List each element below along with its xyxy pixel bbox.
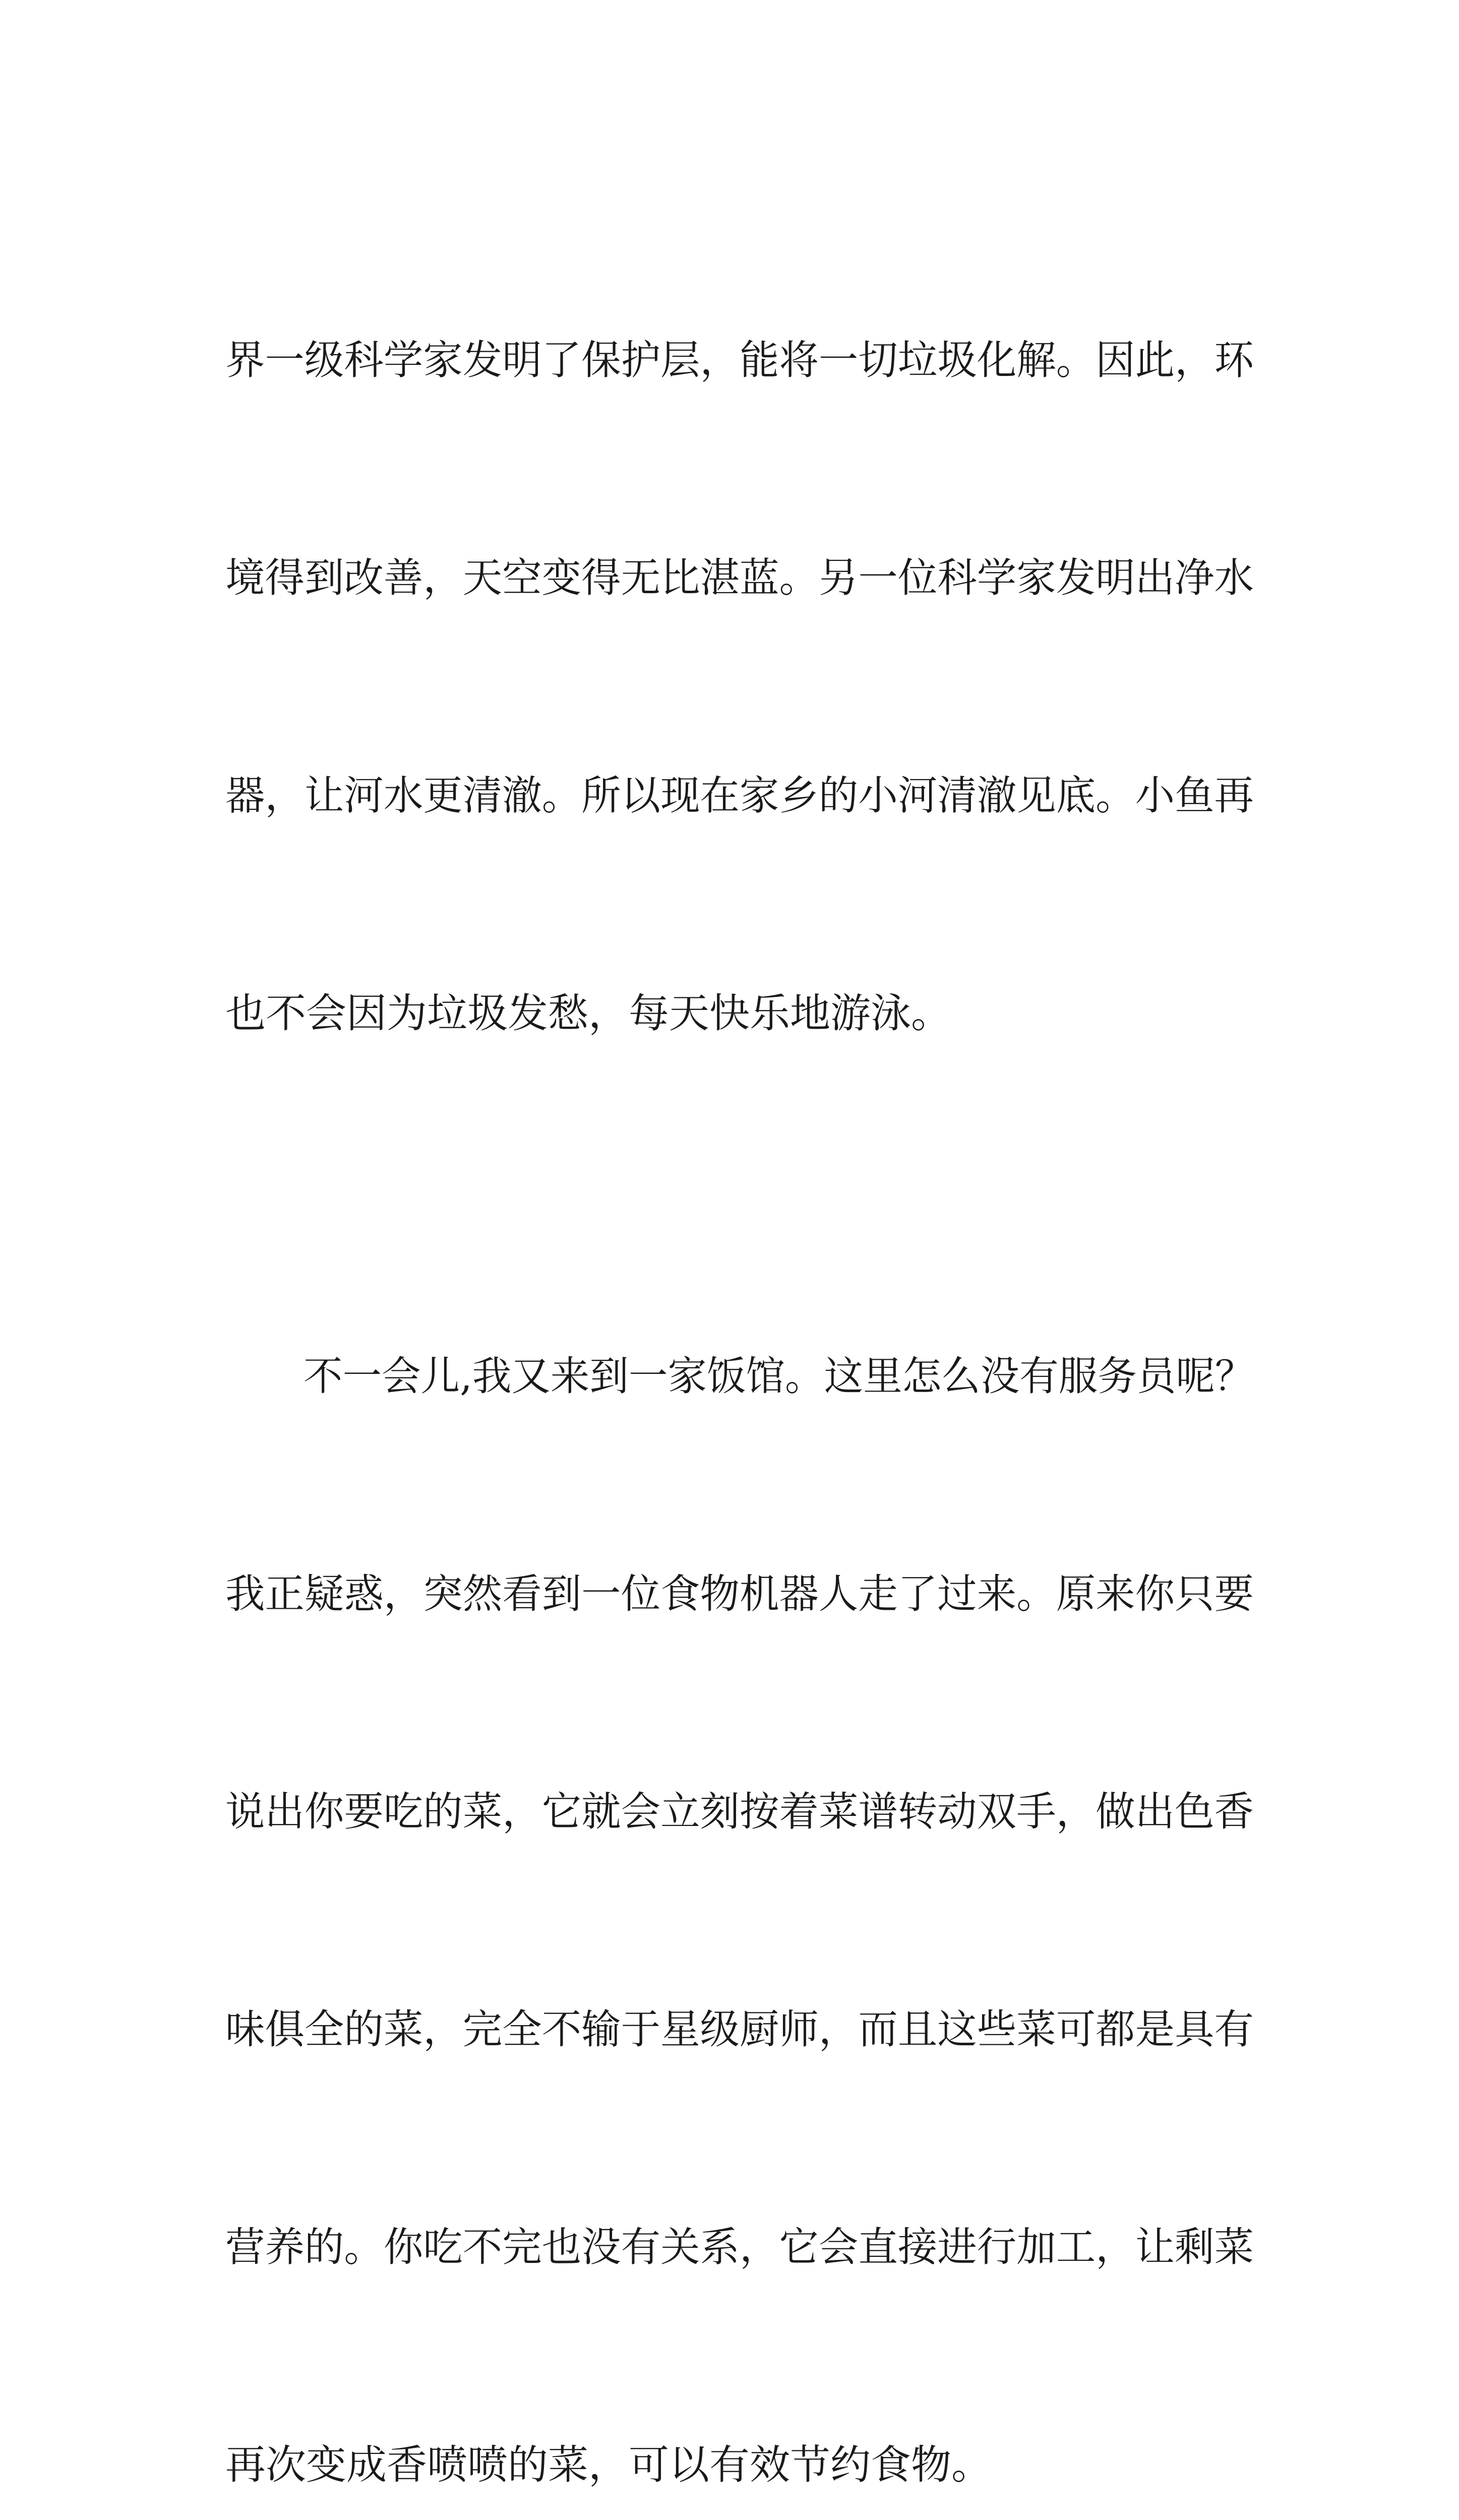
text-line: 也不会因为垃圾发愁，每天快乐地游泳。 (225, 990, 951, 1037)
document-body (225, 179, 1254, 2520)
text-line: 我正疑惑，突然看到一位食物机器人走了过来。原来你只要 (225, 1570, 1254, 1617)
text-line: 境得到改善，天空变得无比湛蓝。另一位科学家发明出净水 (225, 554, 1254, 601)
paragraph-2 (225, 1195, 1254, 2520)
text-line: 界一级科学家发明了保护层，能将一切垃圾化解。因此，环 (225, 337, 1254, 384)
text-line: 器，让河水更清澈。所以现在家乡的小河清澈见底。小鱼再 (225, 772, 1254, 819)
text-line: 不一会儿,我又来到一家饭馆。这里怎么没有服务员呢？ (225, 1353, 1254, 1400)
text-line: 味俱全的菜，完全不输于星级厨师，而且这些菜可都是具有 (225, 2006, 1254, 2053)
paragraph-1 (225, 179, 1254, 1195)
text-line: 营养的。你吃不完也没有关系，它会直接进行加工，让剩菜 (225, 2224, 1254, 2271)
text-line: 再次变成香喷喷的菜，可以有效节约食物。 (225, 2441, 992, 2488)
text-line: 说出你要吃的菜，它就会立刻按着菜谱转动双手，做出色香 (225, 1788, 1254, 1835)
